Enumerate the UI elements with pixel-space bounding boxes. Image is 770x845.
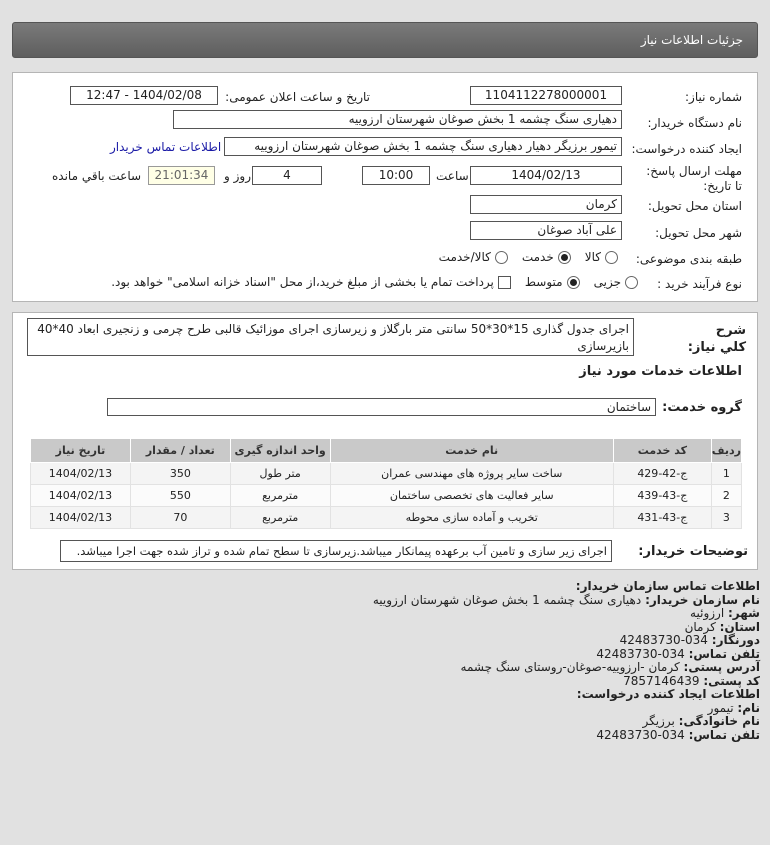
cell: 1	[711, 463, 741, 485]
creator-label: ایجاد کننده درخواست:	[631, 142, 742, 156]
option-label: خدمت	[521, 250, 554, 264]
description-label: شرح کلي نیاز:	[687, 323, 746, 355]
province-label: استان محل تحویل:	[647, 199, 742, 213]
label: دورنگار:	[711, 633, 760, 647]
cell: تخریب و آماده سازی محوطه	[330, 507, 613, 529]
label: کد پستی:	[703, 673, 760, 688]
buyer-org-field: دهیاری سنگ چشمه 1 بخش صوغان شهرستان ارزوییه	[173, 110, 622, 129]
postal-value: 7857146439	[623, 673, 700, 688]
creator-info-title: اطلاعات ایجاد کننده درخواست:	[576, 687, 760, 701]
name-value: تیمور	[707, 700, 734, 715]
cell: 1404/02/13	[31, 507, 131, 529]
col-unit: واحد اندازه گیری	[230, 439, 330, 463]
services-table	[30, 438, 742, 529]
radio-icon[interactable]	[605, 251, 618, 264]
label: آدرس پستی:	[683, 660, 760, 674]
cell: سایر فعالیت های تخصصی ساختمان	[330, 485, 613, 507]
checkbox-icon[interactable]	[498, 276, 511, 289]
province-value: کرمان	[684, 619, 716, 634]
cell: 1404/02/13	[31, 463, 131, 485]
cell: 70	[130, 507, 230, 529]
cell: ج-42-429	[613, 463, 711, 485]
table-row	[31, 485, 742, 507]
buyer-notes-label: توضیحات خریدار:	[638, 544, 748, 559]
province-field: کرمان	[470, 195, 622, 214]
deadline-time-field: 10:00	[362, 166, 430, 185]
col-date: تاریخ نیاز	[31, 439, 131, 463]
service-group-field: ساختمان	[107, 398, 656, 416]
category-option-goods[interactable]	[585, 250, 618, 264]
page-title: جزئیات اطلاعات نیاز	[640, 33, 743, 47]
address-value: کرمان -ارزوییه-صوغان-روستای سنگ چشمه	[460, 660, 680, 674]
buyer-notes-field: اجرای زیر سازی و تامین آب برعهده پیمانکار میباشد.زیرسازی تا سطح تمام شده و تراز شده جهت اجرا میباشد.	[60, 540, 612, 562]
option-label: پرداخت تمام یا بخشی از مبلغ خرید،از محل "اسناد خزانه اسلامی" خواهد بود.	[111, 275, 494, 289]
table-row	[31, 463, 742, 485]
deadline-date-field: 1404/02/13	[470, 166, 622, 185]
org-value: دهیاری سنگ چشمه 1 بخش صوغان شهرستان ارزوییه	[372, 592, 642, 607]
category-option-service[interactable]	[522, 250, 571, 264]
services-title: اطلاعات خدمات مورد نیاز	[579, 364, 742, 379]
process-radio-group	[111, 275, 638, 289]
category-option-both[interactable]	[439, 250, 508, 264]
radio-icon[interactable]	[625, 276, 638, 289]
radio-selected-icon[interactable]	[558, 251, 571, 264]
page-header	[12, 22, 758, 58]
cell: مترمربع	[230, 507, 330, 529]
description-field: اجرای جدول گذاری 15*30*50 سانتی متر بارگلاز و زیرسازی اجرای موزائیک قالبی طرح چرمی و زنجیری ابعاد 40*40 بازیرسازی	[27, 318, 634, 356]
phone-value: 034-42483730	[596, 646, 685, 661]
cell: مترمربع	[230, 485, 330, 507]
buyer-org-label: نام دستگاه خریدار:	[647, 116, 742, 130]
remaining-time-field: 21:01:34	[148, 166, 215, 185]
label: تلفن تماس:	[688, 727, 760, 742]
cell: 550	[130, 485, 230, 507]
label: نام سازمان خریدار:	[645, 592, 760, 607]
label: استان:	[719, 619, 760, 634]
remaining-label: ساعت باقي مانده	[52, 169, 142, 183]
need-number-label: شماره نیاز:	[685, 90, 742, 104]
fax-value: 034-42483730	[619, 633, 708, 647]
cell: 1404/02/13	[31, 485, 131, 507]
family-value: برزیگر	[642, 714, 675, 728]
table-row	[31, 507, 742, 529]
time-label: ساعت	[436, 169, 469, 183]
col-qty: تعداد / مقدار	[130, 439, 230, 463]
treasury-payment-option[interactable]	[111, 275, 511, 289]
days-label: روز و	[224, 169, 251, 183]
category-label: طبقه بندی موضوعی:	[635, 252, 742, 266]
label: تلفن تماس:	[688, 646, 760, 661]
process-option-minor[interactable]	[594, 275, 638, 289]
announce-label: تاریخ و ساعت اعلان عمومی:	[225, 90, 370, 104]
label: شهر:	[728, 606, 760, 620]
creator-phone-value: 034-42483730	[596, 727, 685, 742]
contact-title: اطلاعات تماس سازمان خریدار:	[575, 579, 760, 593]
buyer-contact-link[interactable]: اطلاعات تماس خریدار	[110, 140, 222, 154]
col-name: نام خدمت	[330, 439, 613, 463]
service-group-label: گروه خدمت:	[662, 400, 742, 415]
need-number-field: 1104112278000001	[470, 86, 622, 105]
process-option-medium[interactable]	[525, 275, 580, 289]
deadline-label: مهلت ارسال پاسخ: تا تاریخ:	[646, 164, 742, 193]
days-field: 4	[252, 166, 322, 185]
announce-field: 1404/02/08 - 12:47	[70, 86, 218, 105]
city-value: ارزوئیه	[690, 606, 725, 620]
creator-field: تیمور برزیگر دهیار دهیاری سنگ چشمه 1 بخش صوغان شهرستان ارزوییه	[224, 137, 622, 156]
label: نام خانوادگی:	[678, 714, 760, 728]
option-label: کالا	[584, 250, 601, 264]
label: نام:	[737, 700, 760, 715]
city-label: شهر محل تحویل:	[655, 226, 742, 240]
radio-icon[interactable]	[495, 251, 508, 264]
cell: 350	[130, 463, 230, 485]
cell: 2	[711, 485, 741, 507]
cell: ساخت سایر پروژه های مهندسی عمران	[330, 463, 613, 485]
option-label: کالا/خدمت	[438, 250, 491, 264]
process-label: نوع فرآیند خرید :	[657, 277, 742, 291]
cell: 3	[711, 507, 741, 529]
option-label: جزیی	[593, 275, 621, 289]
category-radio-group	[439, 250, 618, 264]
city-field: علی آباد صوغان	[470, 221, 622, 240]
buyer-contact-info	[373, 580, 760, 742]
col-code: کد خدمت	[613, 439, 711, 463]
cell: ج-43-431	[613, 507, 711, 529]
radio-selected-icon[interactable]	[567, 276, 580, 289]
cell: متر طول	[230, 463, 330, 485]
option-label: متوسط	[524, 275, 563, 289]
cell: ج-43-439	[613, 485, 711, 507]
col-row: ردیف	[711, 439, 741, 463]
